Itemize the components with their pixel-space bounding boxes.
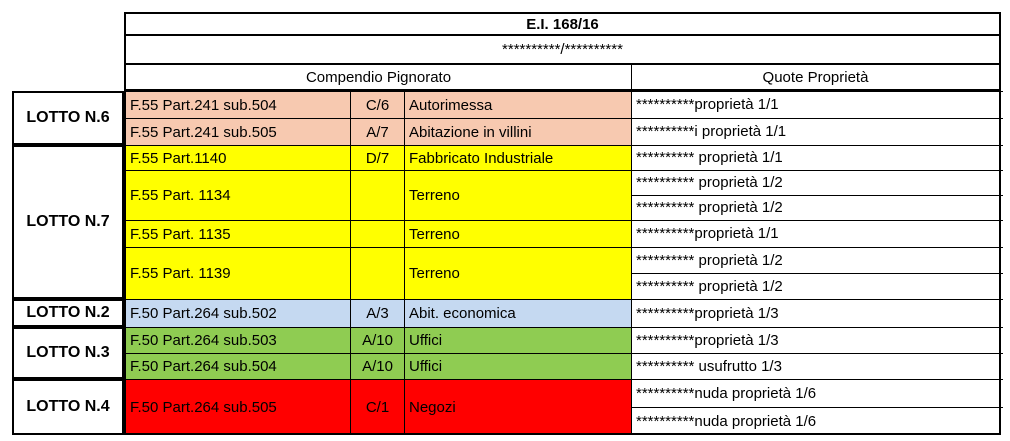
- descrizione-cell: Abit. economica: [404, 299, 631, 327]
- quota-text: **********nuda proprietà 1/6: [632, 407, 1003, 435]
- descrizione-cell: Negozi: [404, 379, 631, 435]
- table-row: [126, 327, 1003, 353]
- table-row: [126, 118, 1003, 145]
- particella-cell: F.55 Part. 1134: [126, 170, 350, 220]
- quota-text: ********** proprietà 1/2: [632, 170, 1003, 195]
- quota-text: ********** proprietà 1/2: [632, 247, 1003, 273]
- lotto-label: LOTTO N.7: [12, 145, 124, 299]
- table-row: [126, 220, 1003, 247]
- descrizione-cell: Fabbricato Industriale: [404, 145, 631, 170]
- table-row: [126, 247, 1003, 299]
- particella-cell: F.55 Part. 1135: [126, 220, 350, 247]
- descrizione-cell: Abitazione in villini: [404, 118, 631, 145]
- particella-cell: F.55 Part.1140: [126, 145, 350, 170]
- quota-text: **********i proprietà 1/1: [632, 118, 1003, 145]
- descrizione-cell: Terreno: [404, 170, 631, 220]
- categoria-cell: A/7: [350, 118, 404, 145]
- particella-cell: F.50 Part.264 sub.502: [126, 299, 350, 327]
- quote-cell: [631, 353, 1003, 379]
- table-row: [126, 299, 1003, 327]
- categoria-cell: A/10: [350, 353, 404, 379]
- quota-text: **********nuda proprietà 1/6: [632, 379, 1003, 407]
- lotto-label: LOTTO N.3: [12, 327, 124, 379]
- categoria-cell: D/7: [350, 145, 404, 170]
- header-quote: Quote Proprietà: [762, 68, 869, 86]
- lotto-label: LOTTO N.2: [12, 299, 124, 327]
- descrizione-cell: Uffici: [404, 327, 631, 353]
- table-row: [126, 170, 1003, 220]
- header-compendio: Compendio Pignorato: [126, 65, 632, 89]
- quota-text: **********proprietà 1/1: [632, 220, 1003, 247]
- table-row: [126, 379, 1003, 435]
- descrizione-cell: Terreno: [404, 220, 631, 247]
- particella-cell: F.50 Part.264 sub.503: [126, 327, 350, 353]
- categoria-cell: A/3: [350, 299, 404, 327]
- descrizione-cell: Uffici: [404, 353, 631, 379]
- particella-cell: F.55 Part. 1139: [126, 247, 350, 299]
- quote-cell: [631, 247, 1003, 299]
- table-subtitle: **********/**********: [124, 36, 1001, 65]
- lotto-label: LOTTO N.6: [12, 91, 124, 145]
- lotto-label: LOTTO N.4: [12, 379, 124, 435]
- quota-text: ********** proprietà 1/2: [632, 195, 1003, 220]
- descrizione-cell: Autorimessa: [404, 91, 631, 118]
- particella-cell: F.50 Part.264 sub.505: [126, 379, 350, 435]
- table-row: [126, 91, 1003, 118]
- quote-cell: [631, 170, 1003, 220]
- quote-cell: [631, 299, 1003, 327]
- quote-cell: [631, 91, 1003, 118]
- quota-text: ********** proprietà 1/1: [632, 145, 1003, 170]
- quota-text: ********** usufrutto 1/3: [632, 353, 1003, 379]
- quote-cell: [631, 118, 1003, 145]
- quota-text: **********proprietà 1/3: [632, 299, 1003, 327]
- table-row: [126, 353, 1003, 379]
- particella-cell: F.50 Part.264 sub.504: [126, 353, 350, 379]
- categoria-cell: [350, 170, 404, 220]
- categoria-cell: C/6: [350, 91, 404, 118]
- table-row: [126, 145, 1003, 170]
- categoria-cell: [350, 247, 404, 299]
- particella-cell: F.55 Part.241 sub.504: [126, 91, 350, 118]
- categoria-cell: [350, 220, 404, 247]
- quote-cell: [631, 220, 1003, 247]
- column-headers: [124, 65, 1001, 91]
- particella-cell: F.55 Part.241 sub.505: [126, 118, 350, 145]
- categoria-cell: C/1: [350, 379, 404, 435]
- quota-text: **********proprietà 1/3: [632, 327, 1003, 353]
- categoria-cell: A/10: [350, 327, 404, 353]
- quote-cell: [631, 145, 1003, 170]
- table-title: E.I. 168/16: [124, 12, 1001, 36]
- quote-cell: [631, 379, 1003, 435]
- quote-cell: [631, 327, 1003, 353]
- quota-text: ********** proprietà 1/2: [632, 273, 1003, 299]
- descrizione-cell: Terreno: [404, 247, 631, 299]
- quota-text: **********proprietà 1/1: [632, 91, 1003, 118]
